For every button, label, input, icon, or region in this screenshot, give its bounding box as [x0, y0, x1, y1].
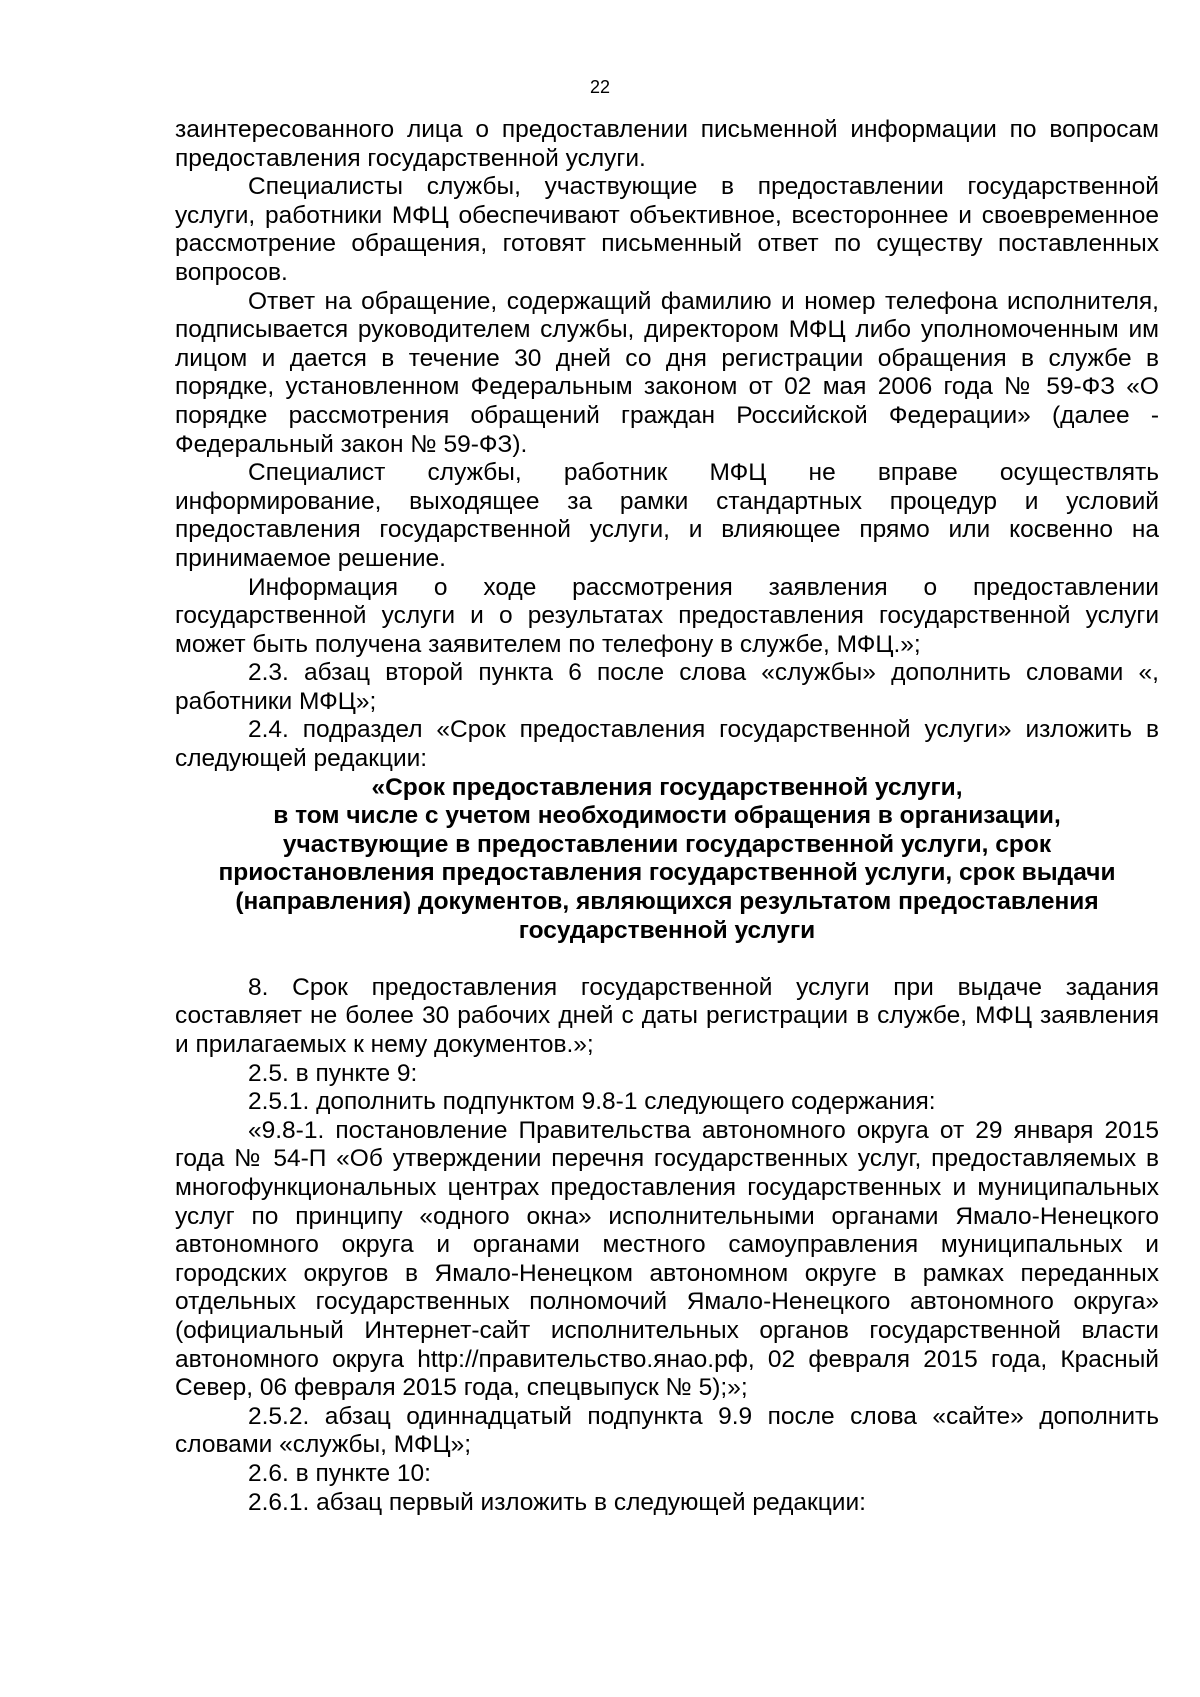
- paragraph: Ответ на обращение, содержащий фамилию и номер телефона исполнителя, подписывается руководителем службы, директором МФЦ либо уполномоченным им лицом и дается в течение 30 дней со дня регистрации обращения в службе в порядке, установленном Федеральным законом от 02 мая 2006 года № 59-ФЗ «О порядке рассмотрения обращений граждан Российской Федерации» (далее - Федеральный закон № 59-ФЗ).: [175, 287, 1159, 458]
- paragraph: Информация о ходе рассмотрения заявления о предоставлении государственной услуги и о результатах предоставления государственной услуги может быть получена заявителем по телефону в службе, МФЦ.»;: [175, 573, 1159, 658]
- heading-line: приостановления предоставления государственной услуги, срок выдачи: [218, 859, 1116, 887]
- blank-line: [175, 945, 1159, 974]
- paragraph: 2.5.1. дополнить подпунктом 9.8-1 следующего содержания:: [248, 1088, 936, 1116]
- paragraph: 2.6. в пункте 10:: [248, 1459, 431, 1487]
- paragraph: 2.6.1. абзац первый изложить в следующей редакции:: [248, 1488, 866, 1516]
- page-number: 22: [589, 77, 611, 97]
- paragraph: Специалист службы, работник МФЦ не вправе осуществлять информирование, выходящее за рамки стандартных процедур и условий предоставления государственной услуги, и влияющее прямо или косвенно на принимаемое решение.: [175, 459, 1159, 572]
- paragraph: 2.3. абзац второй пункта 6 после слова «службы» дополнить словами «, работники МФЦ»;: [175, 659, 1159, 715]
- section-heading: [175, 774, 1159, 946]
- heading-line: участвующие в предоставлении государственной услуги, срок: [282, 830, 1052, 858]
- paragraph: Специалисты службы, участвующие в предоставлении государственной услуги, работники МФЦ обеспечивают объективное, всестороннее и своевременное рассмотрение обращения, готовят письменный ответ по существу поставленных вопросов.: [175, 173, 1159, 286]
- heading-line: (направления) документов, являющихся результатом предоставления: [235, 888, 1099, 916]
- paragraph: «9.8-1. постановление Правительства автономного округа от 29 января 2015 года № 54-П «Об утверждении перечня государственных услуг, предоставляемых в многофункциональных центрах предоставления государственных и муниципальных услуг по принципу «одного окна» исполнительными органами Ямало-Ненецкого автономного округа и органами местного самоуправления муниципальных и городских округов в Ямало-Ненецком автономном округе в рамках переданных отдельных государственных полномочий Ямало-Ненецкого автономного округа» (официальный Интернет-сайт исполнительных органов государственной власти автономного округа http://правительство.янао.рф, 02 февраля 2015 года, Красный Север, 06 февраля 2015 года, спецвыпуск № 5);»;: [175, 1116, 1159, 1402]
- document-body: [175, 116, 1159, 1517]
- heading-line: «Срок предоставления государственной услуги,: [371, 773, 963, 801]
- paragraph: заинтересованного лица о предоставлении письменной информации по вопросам предоставления государственной услуги.: [175, 116, 1159, 172]
- paragraph: 2.4. подраздел «Срок предоставления государственной услуги» изложить в следующей редакции:: [175, 716, 1159, 773]
- heading-line: государственной услуги: [518, 916, 816, 944]
- paragraph: 2.5.2. абзац одиннадцатый подпункта 9.9 после слова «сайте» дополнить словами «службы, МФЦ»;: [175, 1402, 1159, 1459]
- paragraph: 8. Срок предоставления государственной услуги при выдаче задания составляет не более 30 рабочих дней с даты регистрации в службе, МФЦ заявления и прилагаемых к нему документов.»;: [175, 973, 1159, 1058]
- heading-line: в том числе с учетом необходимости обращения в организации,: [273, 802, 1061, 830]
- paragraph: 2.5. в пункте 9:: [248, 1059, 418, 1087]
